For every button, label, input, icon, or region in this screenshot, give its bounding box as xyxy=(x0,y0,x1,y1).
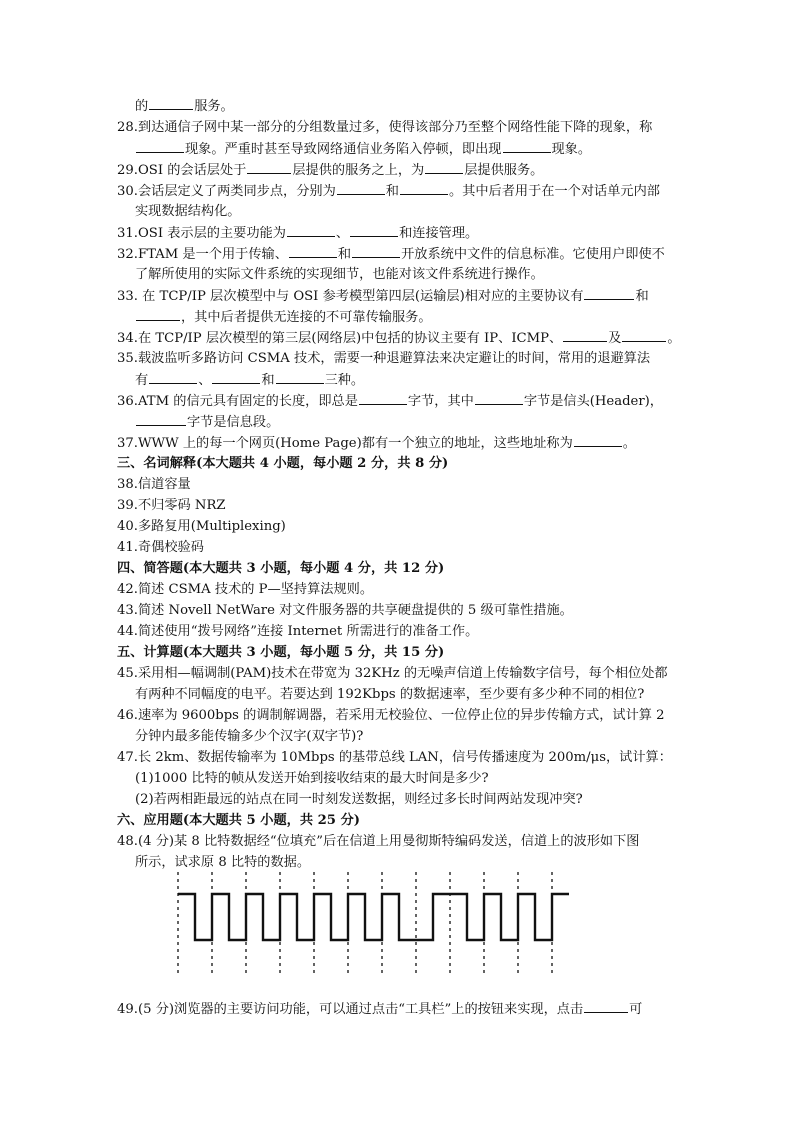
signal-trace xyxy=(178,894,569,940)
q39: 39.不归零码 NRZ xyxy=(117,498,226,513)
q32-line2: 了解所使用的实际文件系统的实现细节，也能对该文件系统进行操作。 xyxy=(135,267,544,282)
answer-blank[interactable] xyxy=(352,245,400,258)
q31: 31.OSI 表示层的主要功能为 、 和连接管理。 xyxy=(117,226,479,241)
q40: 40.多路复用(Multiplexing) xyxy=(117,519,286,534)
answer-blank[interactable] xyxy=(287,224,335,237)
answer-blank[interactable] xyxy=(350,224,398,237)
section-5-heading: 五、计算题(本大题共 3 小题，每小题 5 分，共 15 分) xyxy=(117,645,445,660)
section-6-heading: 六、应用题(本大题共 5 小题，共 25 分) xyxy=(117,813,360,828)
q46-line1: 46.速率为 9600bps 的调制解调器，若采用无校验位、一位停止位的异步传输方式，试计算 2 xyxy=(117,708,665,723)
answer-blank[interactable] xyxy=(276,371,324,384)
q32-line1: 32.FTAM 是一个用于传输、 和 开放系统中文件的信息标准。它使用户即使不 xyxy=(117,247,665,262)
q35-line2: 有 、 和 三种。 xyxy=(135,373,365,388)
q48-line1: 48.(4 分)某 8 比特数据经“位填充”后在信道上用曼彻斯特编码发送，信道上的波形如下图 xyxy=(117,834,640,849)
manchester-waveform xyxy=(172,868,582,978)
q38: 38.信道容量 xyxy=(117,477,191,492)
q47-part1: (1)1000 比特的帧从发送开始到接收结束的最大时间是多少? xyxy=(135,771,489,786)
answer-blank[interactable] xyxy=(136,140,184,153)
answer-blank[interactable] xyxy=(622,329,666,342)
answer-blank[interactable] xyxy=(503,140,551,153)
section-4-heading: 四、简答题(本大题共 3 小题，每小题 4 分，共 12 分) xyxy=(117,561,445,576)
q33-line1: 33. 在 TCP/IP 层次模型中与 OSI 参考模型第四层(运输层)相对应的主要协议有 和 xyxy=(117,289,649,304)
answer-blank[interactable] xyxy=(584,1000,628,1013)
answer-blank[interactable] xyxy=(149,97,193,110)
q45-line1: 45.采用相—幅调制(PAM)技术在带宽为 32KHz 的无噪声信道上传输数字信号，每个相位处都 xyxy=(117,666,668,681)
q47-part2: (2)若两相距最远的站点在同一时刻发送数据，则经过多长时间两站发现冲突? xyxy=(135,792,583,807)
answer-blank[interactable] xyxy=(475,392,523,405)
answer-blank[interactable] xyxy=(247,161,291,174)
answer-blank[interactable] xyxy=(289,245,337,258)
answer-blank[interactable] xyxy=(574,434,622,447)
q27-tail: 的 服务。 xyxy=(135,99,234,114)
q28-line2: 现象。严重时甚至导致网络通信业务陷入停顿，即出现 现象。 xyxy=(135,140,591,158)
section-3-heading: 三、名词解释(本大题共 4 小题，每小题 2 分，共 8 分) xyxy=(117,456,449,471)
answer-blank[interactable] xyxy=(400,182,448,195)
q29: 29.OSI 的会话层处于 层提供的服务之上，为 层提供服务。 xyxy=(117,163,544,178)
q30-line1: 30.会话层定义了两类同步点，分别为 和 。其中后者用于在一个对话单元内部 xyxy=(117,184,660,199)
q44: 44.简述使用“拨号网络”连接 Internet 所需进行的准备工作。 xyxy=(117,624,479,639)
q46-line2: 分钟内最多能传输多少个汉字(双字节)? xyxy=(135,729,364,744)
answer-blank[interactable] xyxy=(149,371,197,384)
answer-blank[interactable] xyxy=(212,371,260,384)
q48-line2: 所示，试求原 8 比特的数据。 xyxy=(135,855,311,870)
q36-line2: 字节是信息段。 xyxy=(135,413,279,431)
q43: 43.简述 Novell NetWare 对文件服务器的共享硬盘提供的 5 级可靠性措施。 xyxy=(117,603,573,618)
q28-line1: 28.到达通信子网中某一部分的分组数量过多，使得该部分乃至整个网络性能下降的现象，称 xyxy=(117,120,653,135)
answer-blank[interactable] xyxy=(359,392,407,405)
answer-blank[interactable] xyxy=(136,308,180,321)
answer-blank[interactable] xyxy=(425,161,463,174)
answer-blank[interactable] xyxy=(136,413,186,426)
answer-blank[interactable] xyxy=(337,182,385,195)
q34: 34.在 TCP/IP 层次模型的第三层(网络层)中包括的协议主要有 IP、ICMP、 及 。 xyxy=(117,331,681,346)
q47-line1: 47.长 2km、数据传输率为 10Mbps 的基带总线 LAN，信号传播速度为 200m/μs，试计算： xyxy=(117,750,672,765)
q41: 41.奇偶校验码 xyxy=(117,540,204,555)
q42: 42.简述 CSMA 技术的 P—坚持算法规则。 xyxy=(117,582,374,597)
q49: 49.(5 分)浏览器的主要访问功能，可以通过点击“工具栏”上的按钮来实现，点击 可 xyxy=(117,1002,643,1017)
q30-line2: 实现数据结构化。 xyxy=(135,204,241,219)
q33-line2: ，其中后者提供无连接的不可靠传输服务。 xyxy=(135,308,432,326)
answer-blank[interactable] xyxy=(563,329,607,342)
answer-blank[interactable] xyxy=(584,287,634,300)
q35-line1: 35.载波监听多路访问 CSMA 技术，需要一种退避算法来决定避让的时间，常用的退避算法 xyxy=(117,351,651,366)
q45-line2: 有两种不同幅度的电平。若要达到 192Kbps 的数据速率，至少要有多少种不同的相位? xyxy=(135,687,645,702)
q37: 37.WWW 上的每一个网页(Home Page)都有一个独立的地址，这些地址称为 。 xyxy=(117,436,636,451)
q36-line1: 36.ATM 的信元具有固定的长度，即总是 字节，其中 字节是信头(Header)， xyxy=(117,394,663,409)
